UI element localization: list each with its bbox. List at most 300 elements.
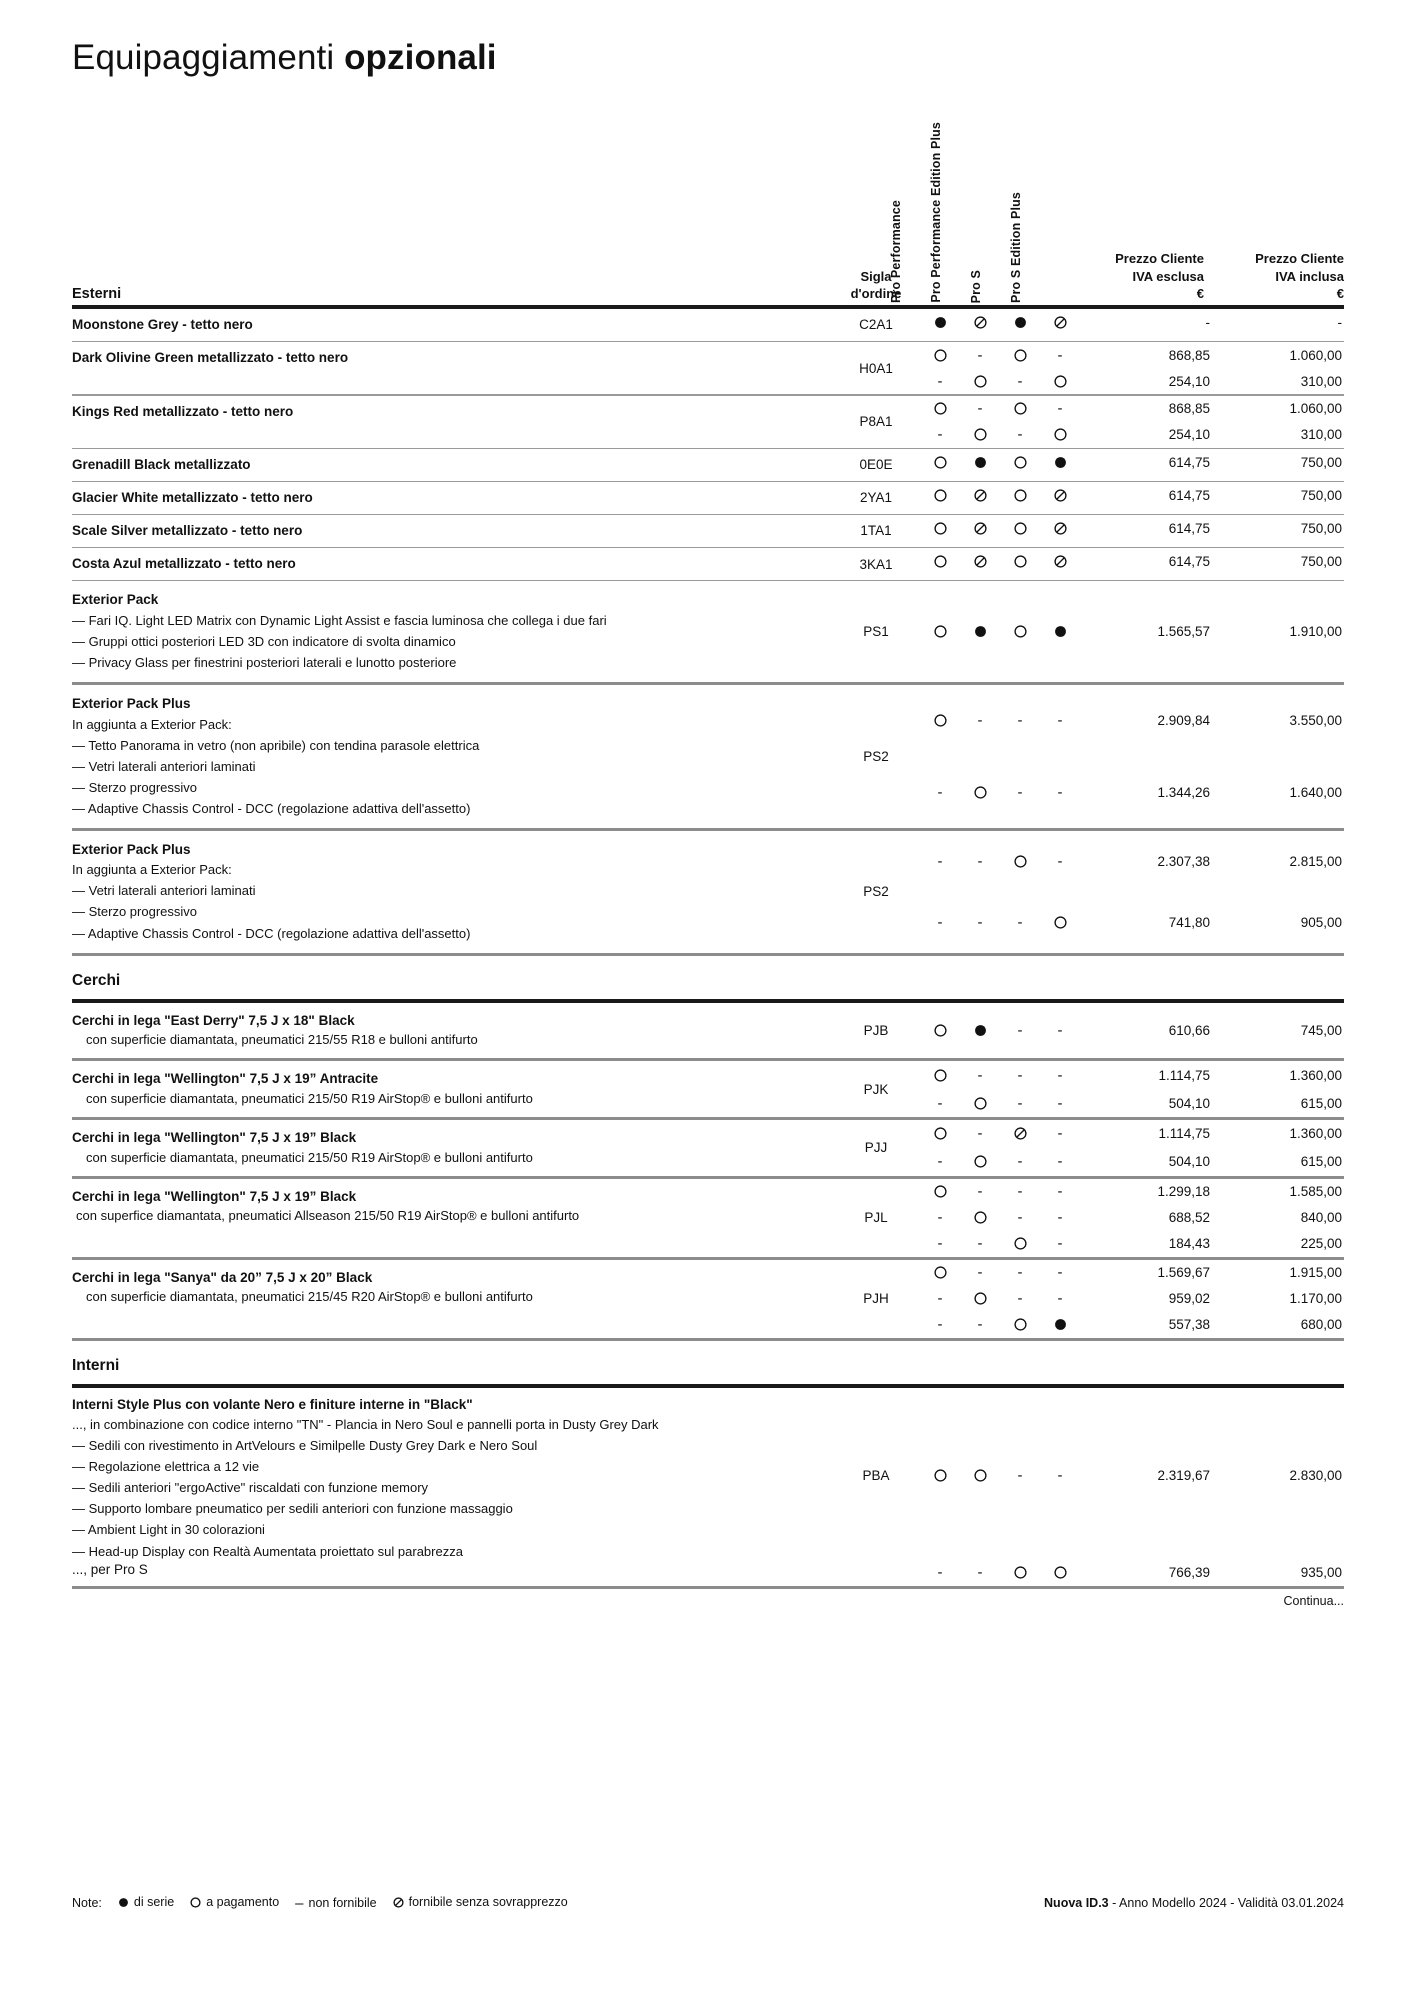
marker-not-available-icon: - — [977, 1564, 983, 1582]
variant-marker-3 — [1040, 316, 1080, 329]
values-stack — [920, 685, 1344, 828]
header-price-excl-currency: € — [1196, 286, 1204, 302]
price-incl-vat: 615,00 — [1300, 1154, 1342, 1170]
variant-marker-0 — [920, 316, 960, 329]
variant-marker-1 — [960, 1024, 1000, 1037]
page-title-light: Equipaggiamenti — [72, 38, 345, 77]
variant-markers — [920, 456, 1080, 469]
variant-marker-3 — [1040, 1096, 1080, 1111]
order-code: 0E0E — [859, 457, 893, 473]
order-code-empty — [832, 1560, 920, 1586]
marker-optional-icon — [974, 1097, 987, 1110]
variant-marker-3 — [1040, 428, 1080, 441]
price-incl-vat: 1.640,00 — [1289, 784, 1342, 800]
variant-marker-2 — [1000, 785, 1040, 800]
price-line — [920, 1062, 1344, 1088]
variant-marker-2 — [1000, 915, 1040, 930]
variant-marker-0 — [920, 489, 960, 502]
header-price-incl-line1: Prezzo Cliente — [1255, 251, 1344, 267]
variant-markers — [920, 1154, 1080, 1169]
header-price-excl-vat — [1072, 250, 1204, 303]
wheel-desc-cell — [72, 1179, 832, 1257]
header-variant-pro-s-edition-plus: Pro S Edition Plus — [1009, 191, 1023, 303]
option-name-cell — [72, 515, 832, 547]
variant-marker-2 — [1000, 316, 1040, 329]
price-line — [920, 548, 1344, 574]
variant-markers — [920, 427, 1080, 442]
price-incl-vat: 1.060,00 — [1289, 401, 1342, 417]
price-line — [920, 1312, 1344, 1338]
marker-optional-icon — [934, 714, 947, 727]
price-line — [920, 1017, 1344, 1043]
options-table — [72, 122, 1344, 1608]
values-stack — [920, 1260, 1344, 1338]
variant-marker-1 — [960, 1211, 1000, 1224]
price-excl-vat: 2.319,67 — [1157, 1468, 1210, 1484]
marker-not-available-icon: - — [977, 913, 983, 931]
marker-not-available-icon: - — [977, 1235, 983, 1253]
price-line — [920, 1149, 1344, 1175]
legend-text: non fornibile — [308, 1896, 377, 1910]
marker-not-available-icon: - — [1017, 1209, 1023, 1227]
marker-optional-icon — [974, 375, 987, 388]
price-excl-vat: 557,38 — [1168, 1317, 1210, 1333]
variant-markers — [920, 785, 1080, 800]
legend-item — [393, 1895, 568, 1909]
variant-marker-1 — [960, 1184, 1000, 1199]
option-name-cell — [72, 482, 832, 514]
marker-optional-icon — [934, 349, 947, 362]
price-excl-vat: 868,85 — [1168, 401, 1210, 417]
order-code: PJH — [863, 1291, 889, 1307]
variant-marker-3 — [1040, 1126, 1080, 1141]
wheel-name: Cerchi in lega "Wellington" 7,5 J x 19” Black — [72, 1129, 357, 1145]
variant-marker-1 — [960, 348, 1000, 363]
variant-marker-3 — [1040, 401, 1080, 416]
price-line — [920, 708, 1344, 734]
price-excl-vat: 1.569,67 — [1157, 1265, 1210, 1281]
price-incl-vat: 750,00 — [1300, 553, 1342, 569]
pack-bullet: — Adaptive Chassis Control - DCC (regolazione adattiva dell'assetto) — [72, 925, 471, 941]
variant-marker-2 — [1000, 713, 1040, 728]
price-line — [920, 368, 1344, 394]
option-name: Glacier White metallizzato - tetto nero — [72, 490, 313, 506]
pack-desc-cell — [72, 831, 832, 953]
variant-marker-3 — [1040, 1265, 1080, 1280]
marker-not-available-icon: - — [1017, 1066, 1023, 1084]
values-stack — [920, 482, 1344, 514]
order-code: H0A1 — [859, 360, 893, 376]
variant-marker-3 — [1040, 1068, 1080, 1083]
variant-markers — [920, 854, 1080, 869]
option-name: Dark Olivine Green metallizzato - tetto nero — [72, 350, 349, 366]
header-price-excl-line2: IVA esclusa — [1132, 268, 1204, 284]
marker-no-surcharge-icon — [1054, 555, 1067, 568]
option-name: Kings Red metallizzato - tetto nero — [72, 403, 294, 419]
variant-markers — [920, 1023, 1080, 1038]
header-order-code-line2: d'ordine — [850, 286, 902, 302]
variant-marker-0 — [920, 1069, 960, 1082]
marker-not-available-icon: - — [1057, 712, 1063, 730]
option-name-cell — [72, 342, 832, 394]
marker-not-available-icon: - — [977, 1066, 983, 1084]
pack-intro: In aggiunta a Exterior Pack: — [72, 862, 232, 878]
marker-not-available-icon: - — [937, 1094, 943, 1112]
values-stack — [920, 831, 1344, 953]
variant-markers — [920, 915, 1080, 930]
variant-marker-3 — [1040, 522, 1080, 535]
marker-not-available-icon: - — [1017, 1290, 1023, 1308]
marker-not-available-icon: - — [1017, 1183, 1023, 1201]
wheel-desc-cell — [72, 1260, 832, 1338]
marker-not-available-icon: - — [1017, 783, 1023, 801]
marker-not-available-icon: - — [937, 1316, 943, 1334]
variant-marker-1 — [960, 1317, 1000, 1332]
marker-no-surcharge-icon — [1014, 1127, 1027, 1140]
variant-marker-3 — [1040, 1236, 1080, 1251]
variant-marker-0 — [920, 555, 960, 568]
marker-not-available-icon: - — [977, 1183, 983, 1201]
variant-marker-2 — [1000, 402, 1040, 415]
price-excl-vat: 1.565,57 — [1157, 624, 1210, 640]
marker-not-available-icon: - — [937, 1209, 943, 1227]
marker-standard-icon — [974, 1024, 987, 1037]
wheel-sub: con superficie diamantata, pneumatici 215/50 R19 AirStop® e bulloni antifurto — [86, 1090, 533, 1106]
marker-optional-icon — [934, 555, 947, 568]
variant-marker-0 — [920, 854, 960, 869]
marker-standard-icon — [974, 625, 987, 638]
variant-marker-3 — [1040, 1154, 1080, 1169]
option-name: Grenadill Black metallizzato — [72, 457, 251, 473]
values-stack — [920, 1120, 1344, 1176]
marker-not-available-icon: - — [937, 1153, 943, 1171]
price-line — [920, 619, 1344, 645]
variant-marker-2 — [1000, 374, 1040, 389]
table-row — [72, 309, 1344, 341]
marker-not-available-icon: - — [977, 1264, 983, 1282]
price-incl-vat: 935,00 — [1300, 1565, 1342, 1581]
marker-optional-icon — [974, 1211, 987, 1224]
variant-marker-1 — [960, 915, 1000, 930]
interior-bullet: — Supporto lombare pneumatico per sedili anteriori con funzione massaggio — [72, 1501, 513, 1517]
price-incl-vat: 745,00 — [1300, 1022, 1342, 1038]
pack-bullet: — Privacy Glass per finestrini posteriori laterali e lunotto posteriore — [72, 654, 457, 670]
variant-marker-2 — [1000, 456, 1040, 469]
values-stack — [920, 342, 1344, 394]
variant-marker-0 — [920, 1266, 960, 1279]
variant-markers — [920, 1096, 1080, 1111]
variant-marker-1 — [960, 375, 1000, 388]
footer-legend-items — [118, 1895, 584, 1911]
price-line — [920, 515, 1344, 541]
pack-bullet: — Sterzo progressivo — [72, 904, 197, 920]
variant-marker-3 — [1040, 1566, 1080, 1579]
price-incl-vat: 1.060,00 — [1289, 347, 1342, 363]
variant-marker-1 — [960, 401, 1000, 416]
price-line — [920, 848, 1344, 874]
marker-not-available-icon: - — [1017, 1094, 1023, 1112]
pack-desc-cell — [72, 581, 832, 682]
footer-legend — [72, 1895, 584, 1911]
values-stack — [920, 1061, 1344, 1117]
page-title — [72, 38, 497, 78]
variant-marker-1 — [960, 1469, 1000, 1482]
price-excl-vat: 504,10 — [1168, 1154, 1210, 1170]
table-row — [72, 396, 1344, 448]
variant-marker-1 — [960, 1097, 1000, 1110]
order-code: PBA — [862, 1468, 890, 1484]
marker-not-available-icon: - — [977, 712, 983, 730]
variant-marker-1 — [960, 1068, 1000, 1083]
price-incl-vat: 310,00 — [1300, 373, 1342, 389]
price-excl-vat: 254,10 — [1168, 373, 1210, 389]
values-stack — [920, 309, 1344, 341]
footer-model-name: Nuova ID.3 — [1044, 1895, 1109, 1910]
marker-optional-icon — [934, 1024, 947, 1037]
legend-text: a pagamento — [206, 1895, 280, 1909]
price-incl-vat: 1.360,00 — [1289, 1126, 1342, 1142]
wheel-sub: con superficie diamantata, pneumatici 215/45 R20 AirStop® e bulloni antifurto — [86, 1289, 533, 1305]
price-excl-vat: 1.114,75 — [1158, 1126, 1210, 1142]
interior-tail-row — [72, 1560, 1344, 1586]
variant-markers — [920, 1236, 1080, 1251]
pack-bullet: — Fari IQ. Light LED Matrix con Dynamic Light Assist e fascia luminosa che collega i due fari — [72, 612, 607, 628]
marker-not-available-icon: - — [1057, 1021, 1063, 1039]
price-incl-vat: 750,00 — [1300, 520, 1342, 536]
wheel-name: Cerchi in lega "Sanya" da 20” 7,5 J x 20” Black — [72, 1269, 373, 1285]
variant-markers — [920, 374, 1080, 389]
table-header — [72, 122, 1344, 305]
interior-row — [72, 1388, 1344, 1564]
price-line — [920, 342, 1344, 368]
order-code: PS1 — [863, 624, 889, 640]
values-stack — [920, 1179, 1344, 1257]
table-row — [72, 482, 1344, 514]
variant-marker-3 — [1040, 1210, 1080, 1225]
price-incl-vat: 680,00 — [1300, 1317, 1342, 1333]
variant-marker-1 — [960, 1265, 1000, 1280]
option-name-cell — [72, 309, 832, 341]
marker-standard-icon — [974, 456, 987, 469]
variant-marker-3 — [1040, 456, 1080, 469]
order-code: PJL — [864, 1210, 888, 1226]
variant-marker-3 — [1040, 785, 1080, 800]
pack-row — [72, 685, 1344, 828]
table-row — [72, 342, 1344, 394]
wheel-name: Cerchi in lega "Wellington" 7,5 J x 19” Antracite — [72, 1071, 379, 1087]
variant-marker-0 — [920, 349, 960, 362]
option-name: Scale Silver metallizzato - tetto nero — [72, 523, 303, 539]
marker-not-available-icon: - — [1057, 1066, 1063, 1084]
interior-bullet: — Head-up Display con Realtà Aumentata proiettato sul parabrezza — [72, 1543, 463, 1559]
variant-marker-2 — [1000, 522, 1040, 535]
values-stack — [920, 1388, 1344, 1564]
variant-marker-0 — [920, 1291, 960, 1306]
pack-row — [72, 831, 1344, 953]
variant-marker-0 — [920, 1210, 960, 1225]
variant-marker-0 — [920, 374, 960, 389]
variant-marker-0 — [920, 1127, 960, 1140]
marker-optional-icon — [1014, 402, 1027, 415]
order-code: PJK — [863, 1081, 889, 1097]
variant-marker-3 — [1040, 489, 1080, 502]
variant-marker-1 — [960, 625, 1000, 638]
variant-marker-0 — [920, 1185, 960, 1198]
variant-markers — [920, 401, 1080, 416]
variant-markers — [920, 348, 1080, 363]
marker-not-available-icon: - — [937, 1290, 943, 1308]
marker-not-available-icon: - — [1017, 913, 1023, 931]
values-stack — [920, 396, 1344, 448]
variant-markers — [920, 713, 1080, 728]
wheel-sub: con superficie diamantata, pneumatici 215/55 R18 e bulloni antifurto — [86, 1032, 478, 1048]
marker-optional-icon — [934, 1069, 947, 1082]
price-incl-vat: 905,00 — [1300, 914, 1342, 930]
variant-marker-2 — [1000, 427, 1040, 442]
variant-markers — [920, 1468, 1080, 1483]
marker-optional-icon — [934, 522, 947, 535]
marker-optional-icon — [1054, 428, 1067, 441]
interior-tail-desc-cell — [72, 1560, 832, 1586]
marker-not-available-icon: - — [977, 400, 983, 418]
marker-optional-icon — [974, 1469, 987, 1482]
option-name-cell — [72, 396, 832, 448]
variant-marker-2 — [1000, 1566, 1040, 1579]
price-incl-vat: - — [1337, 314, 1342, 330]
marker-not-available-icon: - — [937, 1564, 943, 1582]
marker-optional-icon — [934, 1266, 947, 1279]
variant-marker-3 — [1040, 625, 1080, 638]
pack-bullet: — Adaptive Chassis Control - DCC (regolazione adattiva dell'assetto) — [72, 800, 471, 816]
marker-optional-icon — [1014, 555, 1027, 568]
price-line — [920, 1560, 1344, 1586]
legend-item — [118, 1895, 174, 1909]
price-excl-vat: 959,02 — [1168, 1291, 1210, 1307]
variant-marker-1 — [960, 316, 1000, 329]
page-title-bold: opzionali — [344, 38, 497, 77]
marker-not-available-icon: - — [1057, 852, 1063, 870]
marker-optional-icon — [1014, 1566, 1027, 1579]
variant-marker-3 — [1040, 1023, 1080, 1038]
price-line — [920, 482, 1344, 508]
variant-marker-0 — [920, 1024, 960, 1037]
pack-bullet: — Tetto Panorama in vetro (non apribile) con tendina parasole elettrica — [72, 737, 480, 753]
variant-marker-1 — [960, 1292, 1000, 1305]
variant-markers — [920, 1291, 1080, 1306]
legend-text: di serie — [133, 1895, 175, 1909]
variant-marker-0 — [920, 427, 960, 442]
variant-marker-0 — [920, 1154, 960, 1169]
marker-optional-icon — [1014, 1318, 1027, 1331]
interior-desc-cell — [72, 1388, 832, 1564]
price-line — [920, 909, 1344, 935]
pack-bullet: — Vetri laterali anteriori laminati — [72, 883, 256, 899]
variant-marker-2 — [1000, 1096, 1040, 1111]
variant-marker-3 — [1040, 375, 1080, 388]
pack-desc-cell — [72, 685, 832, 828]
variant-marker-1 — [960, 786, 1000, 799]
price-incl-vat: 2.815,00 — [1289, 853, 1342, 869]
price-excl-vat: 766,39 — [1168, 1565, 1210, 1581]
marker-optional-icon — [1014, 522, 1027, 535]
variant-marker-0 — [920, 522, 960, 535]
variant-marker-3 — [1040, 348, 1080, 363]
variant-marker-1 — [960, 1155, 1000, 1168]
marker-standard-icon — [118, 1897, 129, 1908]
marker-not-available-icon: - — [977, 346, 983, 364]
variant-marker-2 — [1000, 1127, 1040, 1140]
marker-optional-icon — [190, 1897, 201, 1908]
variant-marker-1 — [960, 555, 1000, 568]
variant-markers — [920, 1565, 1080, 1580]
marker-no-surcharge-icon — [974, 555, 987, 568]
marker-no-surcharge-icon — [1054, 316, 1067, 329]
header-order-code — [832, 268, 920, 303]
marker-not-available-icon: - — [937, 1235, 943, 1253]
order-code: 2YA1 — [859, 490, 893, 506]
pack-row — [72, 581, 1344, 682]
continua-label: Continua... — [1283, 1593, 1344, 1608]
marker-optional-icon — [974, 428, 987, 441]
variant-marker-3 — [1040, 713, 1080, 728]
footer-model-validity: - Anno Modello 2024 - Validità 03.01.2024 — [1108, 1895, 1344, 1910]
interior-bullet: ..., in combinazione con codice interno "TN" - Plancia in Nero Soul e pannelli porta in Dusty Grey Dark — [72, 1417, 659, 1433]
marker-optional-icon — [974, 786, 987, 799]
marker-optional-icon — [934, 1185, 947, 1198]
marker-not-available-icon: - — [937, 852, 943, 870]
marker-not-available-icon: - — [1017, 1264, 1023, 1282]
variant-marker-3 — [1040, 1318, 1080, 1331]
variant-marker-2 — [1000, 1210, 1040, 1225]
variant-marker-1 — [960, 1565, 1000, 1580]
price-line — [920, 1090, 1344, 1116]
marker-optional-icon — [1014, 489, 1027, 502]
marker-optional-icon — [934, 402, 947, 415]
variant-marker-2 — [1000, 1068, 1040, 1083]
marker-optional-icon — [1014, 855, 1027, 868]
marker-not-available-icon: - — [1057, 400, 1063, 418]
price-incl-vat: 1.360,00 — [1289, 1067, 1342, 1083]
values-stack — [920, 1560, 1344, 1586]
marker-not-available-icon: - — [1057, 1153, 1063, 1171]
price-excl-vat: 688,52 — [1168, 1210, 1210, 1226]
marker-optional-icon — [1054, 375, 1067, 388]
variant-markers — [920, 1210, 1080, 1225]
variant-marker-0 — [920, 1469, 960, 1482]
marker-not-available-icon: - — [1017, 372, 1023, 390]
header-price-incl-line2: IVA inclusa — [1275, 268, 1344, 284]
price-excl-vat: 614,75 — [1168, 487, 1210, 503]
price-incl-vat: 840,00 — [1300, 1210, 1342, 1226]
interior-name: Interni Style Plus con volante Nero e finiture interne in "Black" — [72, 1396, 473, 1412]
header-variant-pro-performance: Pro Performance — [889, 200, 903, 303]
price-excl-vat: 1.344,26 — [1157, 784, 1210, 800]
marker-no-surcharge-icon — [393, 1897, 404, 1908]
pack-intro: In aggiunta a Exterior Pack: — [72, 716, 232, 732]
marker-not-available-icon: - — [977, 852, 983, 870]
header-price-incl-currency: € — [1336, 286, 1344, 302]
marker-not-available-icon: - — [1057, 1290, 1063, 1308]
wheel-row — [72, 1179, 1344, 1257]
variant-marker-2 — [1000, 625, 1040, 638]
price-incl-vat: 1.585,00 — [1289, 1184, 1342, 1200]
marker-not-available-icon: - — [1057, 1235, 1063, 1253]
variant-marker-3 — [1040, 555, 1080, 568]
variant-marker-1 — [960, 1236, 1000, 1251]
marker-optional-icon — [934, 489, 947, 502]
interior-bullet: — Sedili con rivestimento in ArtVelours e Similpelle Dusty Grey Dark e Nero Soul — [72, 1438, 538, 1454]
price-excl-vat: 610,66 — [1168, 1022, 1210, 1038]
